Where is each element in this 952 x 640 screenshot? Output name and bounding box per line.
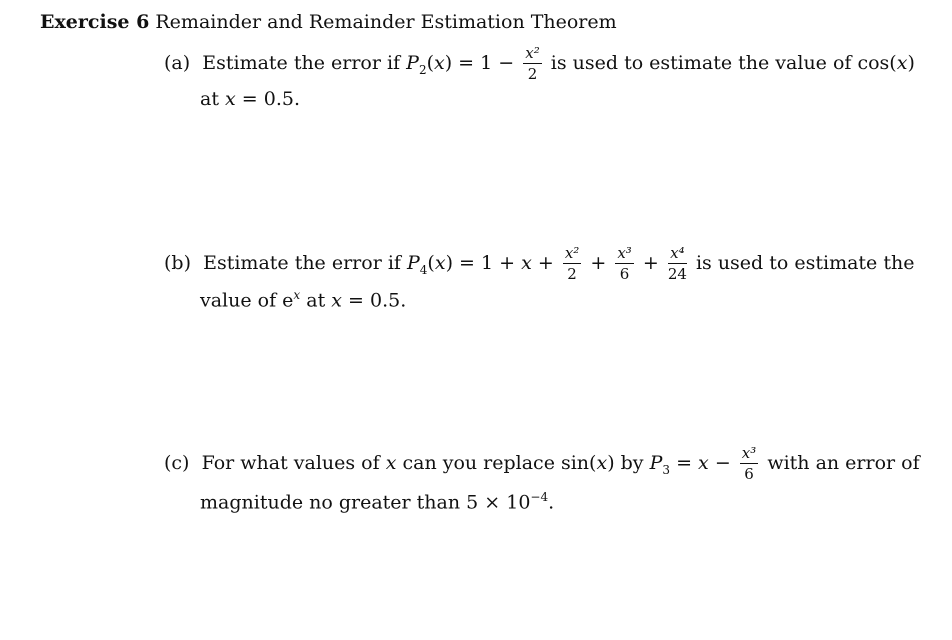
part-b-var-2: x <box>521 252 532 274</box>
frac-den: 2 <box>567 265 577 283</box>
part-a-marker: (a) <box>164 52 191 74</box>
part-a-poly: P <box>406 52 419 74</box>
part-a-eq: = 1 − <box>458 52 515 74</box>
part-b-poly-sub: 4 <box>419 262 428 277</box>
part-a-poly-sub: 2 <box>418 62 427 77</box>
part-b-marker: (b) <box>164 252 191 274</box>
part-c-var: x <box>385 452 397 474</box>
frac-num: x⁴ <box>668 246 687 264</box>
part-b-poly: P <box>406 252 420 274</box>
part-b-value: = 0.5. <box>348 289 407 312</box>
part-b-fraction-2 <box>615 246 633 282</box>
part-b-text: Estimate the error if <box>203 252 401 274</box>
frac-num: x² <box>525 44 540 62</box>
part-c-poly-sub: 3 <box>662 462 671 477</box>
part-a-var-2: x <box>896 52 908 74</box>
part-a-var: x <box>434 52 445 74</box>
plus-1: + <box>537 252 554 274</box>
part-a-fraction <box>523 46 541 82</box>
exercise-label: Exercise 6 <box>40 11 150 33</box>
part-b-value-of: value of e <box>200 289 294 312</box>
frac-num: x³ <box>741 444 757 462</box>
part-c-text-3: with an error of <box>767 452 920 474</box>
part-b-var: x <box>434 252 446 274</box>
part-a-paren: ) <box>907 52 915 74</box>
part-c-line-1 <box>164 446 920 482</box>
part-b-text-2: is used to estimate the <box>695 252 915 274</box>
part-c-minus: − <box>714 452 731 474</box>
part-b-exp: x <box>293 288 301 302</box>
part-b-at: at <box>306 289 326 312</box>
frac-num: x³ <box>617 244 632 262</box>
frac-num: x² <box>564 244 580 262</box>
part-c-var-3: x <box>698 452 709 474</box>
part-a-text-2: is used to estimate the value of cos( <box>550 52 897 74</box>
frac-den: 6 <box>619 265 630 283</box>
frac-den: 6 <box>744 465 754 483</box>
frac-den: 2 <box>527 65 538 83</box>
part-c-text: For what values of <box>201 452 380 474</box>
part-a-line-1: (a) Estimate the error if $P_2(x) = 1$ − $\frac{\text{x²}}{2}$ is used to estimate the value of cos(x) <box>164 44 915 83</box>
part-c-period: . <box>548 491 555 514</box>
part-c-text-2: can you replace sin( <box>402 452 597 474</box>
part-a-line-2 <box>200 88 300 110</box>
part-b-line-2 <box>200 288 406 311</box>
part-c-by: ) by <box>607 452 644 474</box>
part-c-marker: (c) <box>164 452 190 474</box>
part-b-fraction-1 <box>563 246 581 282</box>
frac-den: 24 <box>667 265 687 283</box>
part-a-at: at <box>200 88 219 110</box>
plus-3: + <box>642 252 659 274</box>
exercise-heading <box>40 11 617 33</box>
part-c-magnitude: magnitude no greater than 5 × 10 <box>200 491 531 514</box>
part-b-fraction-3 <box>668 246 687 282</box>
part-c-var-2: x <box>596 452 608 474</box>
part-c-fraction <box>740 446 758 482</box>
part-c-line-2 <box>200 490 554 513</box>
part-c-exp: −4 <box>530 490 549 504</box>
part-c-poly: P <box>649 452 663 474</box>
part-b-eq: = 1 + <box>459 252 516 274</box>
part-b-var-3: x <box>331 289 342 312</box>
exercise-title: Remainder and Remainder Estimation Theorem <box>155 11 617 33</box>
part-a-text: Estimate the error if <box>202 52 401 74</box>
part-a-var-3: x <box>225 88 236 110</box>
part-b-line-1: (b) Estimate the error if $P_4(x) = 1 + x$ + $\frac{\text{x²}}{2}$ + $\frac{\text{x³}}{6}$ + $\frac{\text{x⁴}}{24}$ is used to estimate the <box>164 244 915 283</box>
part-c-eq: = <box>676 452 692 474</box>
plus-2: + <box>590 252 607 274</box>
part-a-value: = 0.5. <box>241 88 300 110</box>
